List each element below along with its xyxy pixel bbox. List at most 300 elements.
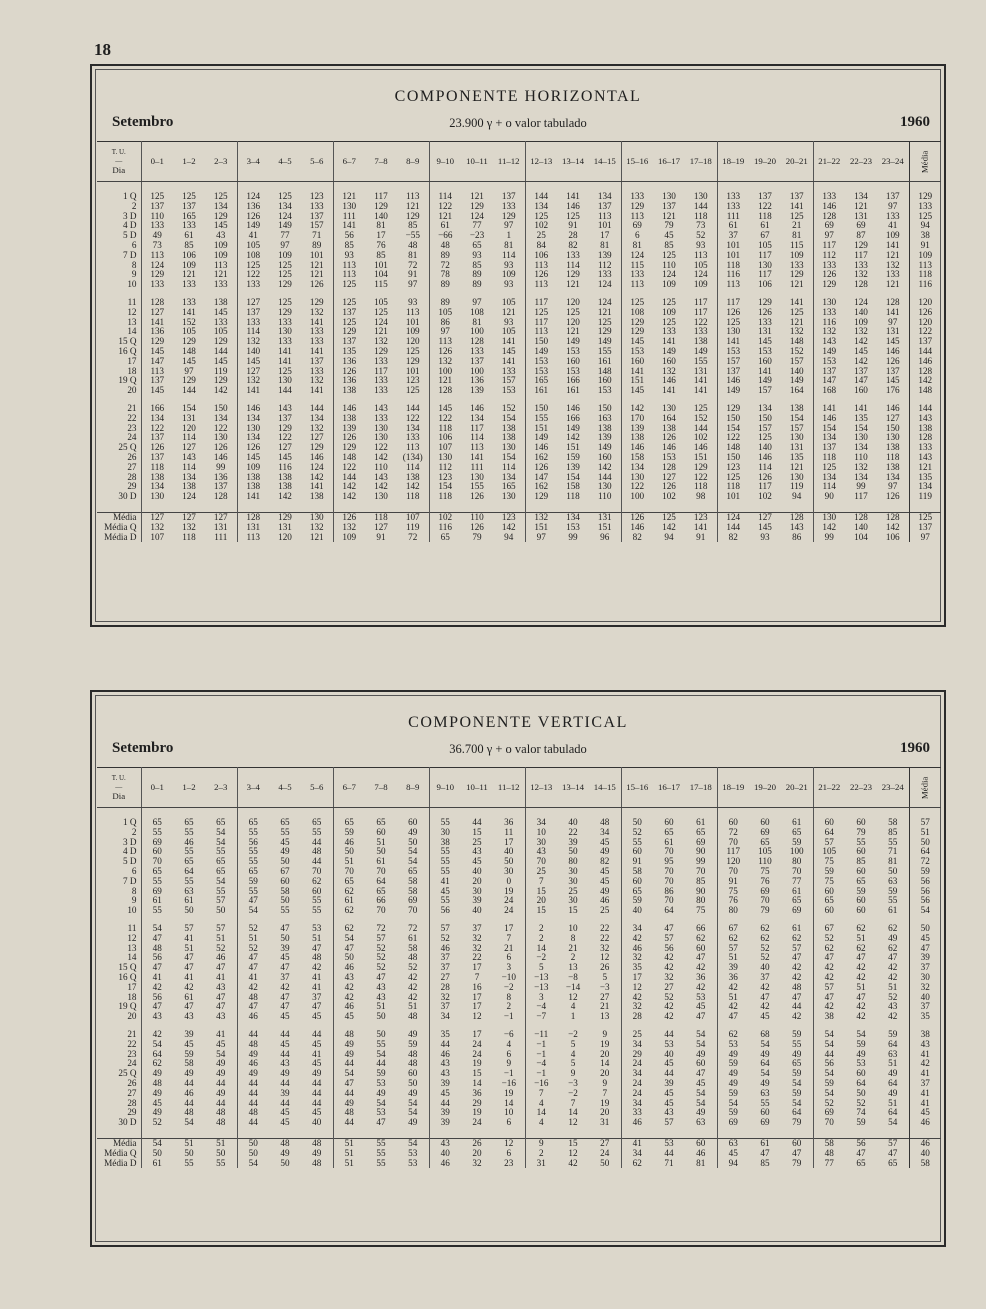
value-cell: 155: [525, 414, 557, 424]
value-cell: 144: [405, 403, 420, 413]
value-cell: 65: [333, 877, 365, 887]
row-label: 6: [131, 866, 137, 876]
header-tu: T. U.: [111, 147, 126, 156]
value-cell: 128: [877, 512, 909, 522]
value-cell: 132: [854, 462, 868, 472]
value-cell: 151: [525, 523, 557, 533]
value-cell: 142: [854, 337, 868, 347]
value-cell: 52: [813, 1099, 845, 1109]
value-cell: 114: [406, 462, 420, 472]
value-cell: 144: [213, 346, 228, 356]
value-cell: 141: [813, 404, 845, 414]
value-cell: −55: [405, 231, 420, 241]
value-cell: 137: [278, 413, 292, 423]
table-row: [97, 1050, 941, 1060]
hour-header: 18–19: [717, 142, 749, 182]
value-cell: 54: [237, 906, 269, 916]
panel-note: 36.700 γ + o valor tabulado: [449, 742, 587, 756]
value-cell: 141: [789, 297, 804, 307]
value-cell: 129: [309, 297, 324, 307]
value-cell: 38: [813, 1012, 845, 1022]
value-cell: 126: [885, 356, 900, 366]
value-cell: 55: [312, 827, 322, 837]
row-mean-cell: 41: [909, 1069, 941, 1079]
value-cell: 142: [333, 482, 365, 492]
value-cell: 19: [472, 1108, 482, 1118]
value-cell: 60: [696, 1059, 706, 1069]
value-cell: 134: [501, 472, 516, 482]
value-cell: 49: [696, 1049, 706, 1059]
value-cell: 60: [376, 827, 386, 837]
value-cell: 22: [600, 923, 610, 933]
value-cell: 60: [685, 1138, 717, 1148]
value-cell: 137: [662, 201, 676, 211]
value-cell: 65: [792, 896, 802, 906]
value-cell: 49: [600, 847, 610, 857]
value-cell: 54: [216, 837, 226, 847]
value-cell: 52: [696, 231, 706, 241]
value-cell: 125: [789, 211, 804, 221]
value-cell: 50: [333, 953, 365, 963]
value-cell: 134: [813, 473, 845, 483]
value-cell: 49: [280, 1069, 290, 1079]
value-cell: 80: [717, 906, 749, 916]
value-cell: 51: [312, 933, 322, 943]
value-cell: 61: [888, 906, 898, 916]
value-cell: 90: [696, 886, 706, 896]
value-cell: 62: [856, 923, 866, 933]
value-cell: 128: [813, 212, 845, 222]
value-cell: 144: [182, 386, 196, 396]
value-cell: 120: [566, 297, 580, 307]
table-row: [97, 983, 941, 993]
value-cell: 40: [760, 963, 770, 973]
value-cell: 56: [333, 231, 365, 241]
value-cell: 65: [312, 818, 322, 827]
row-mean-cell: 56: [909, 896, 941, 906]
value-cell: 32: [472, 1158, 482, 1168]
value-cell: 70: [408, 906, 418, 916]
value-cell: 150: [525, 404, 557, 414]
value-cell: 142: [597, 462, 612, 472]
value-cell: 121: [789, 280, 804, 290]
value-cell: 54: [696, 1088, 706, 1098]
value-cell: 114: [237, 327, 269, 337]
value-cell: 40: [312, 1118, 322, 1128]
value-cell: 51: [888, 1098, 898, 1108]
value-cell: 125: [333, 318, 365, 328]
value-cell: 125: [717, 318, 749, 328]
table-row: [97, 887, 941, 897]
value-cell: 42: [856, 963, 866, 973]
value-cell: 30: [568, 866, 578, 876]
value-cell: 124: [141, 261, 173, 271]
value-cell: 115: [621, 261, 653, 271]
value-cell: 101: [717, 251, 749, 261]
value-cell: 16: [472, 982, 482, 992]
value-cell: 150: [885, 423, 900, 433]
value-cell: 134: [278, 201, 292, 211]
value-cell: 13: [600, 1012, 610, 1022]
value-cell: 129: [278, 280, 292, 290]
value-cell: 141: [309, 317, 324, 327]
value-cell: 69: [813, 1108, 845, 1118]
value-cell: 49: [216, 1088, 226, 1098]
value-cell: 47: [333, 1079, 365, 1089]
value-cell: 150: [213, 403, 228, 413]
row-label: 8: [131, 260, 137, 270]
value-cell: 50: [621, 818, 653, 828]
value-cell: 49: [408, 827, 418, 837]
value-cell: 100: [429, 367, 461, 377]
value-cell: 138: [597, 423, 612, 433]
value-cell: 112: [429, 463, 461, 473]
value-cell: 32: [429, 993, 461, 1003]
value-cell: 125: [182, 192, 196, 201]
value-cell: 133: [309, 201, 324, 211]
value-cell: 47: [333, 944, 365, 954]
value-cell: 29: [621, 1050, 653, 1060]
value-cell: 141: [501, 337, 516, 347]
value-cell: 54: [696, 1098, 706, 1108]
value-cell: 65: [621, 887, 653, 897]
value-cell: 126: [525, 270, 557, 280]
value-cell: 134: [182, 472, 196, 482]
row-label: 2: [131, 827, 137, 837]
value-cell: −4: [525, 1059, 557, 1069]
value-cell: 141: [470, 452, 484, 462]
value-cell: 133: [213, 317, 228, 327]
value-cell: 118: [365, 512, 397, 522]
row-mean-cell: 41: [909, 1050, 941, 1060]
value-cell: 145: [237, 357, 269, 367]
value-cell: 41: [216, 972, 226, 982]
value-cell: 67: [760, 231, 770, 241]
value-cell: 151: [597, 522, 612, 532]
value-cell: 54: [333, 934, 365, 944]
value-cell: 50: [280, 857, 290, 867]
value-cell: 102: [662, 492, 676, 502]
value-cell: 117: [525, 318, 557, 328]
table-row: [97, 270, 941, 280]
value-cell: 145: [182, 356, 196, 366]
value-cell: 146: [885, 346, 900, 356]
value-cell: 74: [856, 1108, 866, 1118]
value-cell: 96: [600, 532, 610, 542]
row-label: 13: [127, 943, 137, 953]
value-cell: 132: [309, 376, 324, 386]
value-cell: 113: [406, 443, 420, 453]
value-cell: 14: [472, 1078, 482, 1088]
value-cell: 121: [854, 201, 868, 211]
value-cell: 129: [278, 423, 292, 433]
value-cell: 65: [472, 240, 482, 250]
value-cell: 61: [376, 857, 386, 867]
value-cell: 6: [621, 231, 653, 241]
hour-header: 8–9: [397, 142, 429, 182]
value-cell: 49: [237, 1069, 269, 1079]
value-cell: 134: [213, 413, 228, 423]
value-cell: 134: [621, 463, 653, 473]
hour-header: 13–14: [557, 768, 589, 808]
table-row: [97, 533, 941, 543]
value-cell: 45: [429, 887, 461, 897]
value-cell: 79: [792, 1158, 802, 1168]
value-cell: 14: [525, 944, 557, 954]
value-cell: 133: [374, 356, 388, 366]
value-cell: 157: [758, 423, 772, 433]
value-cell: 46: [216, 953, 226, 963]
value-cell: 106: [885, 532, 900, 542]
value-cell: 105: [429, 308, 461, 318]
value-cell: 78: [429, 270, 461, 280]
value-cell: 24: [621, 1059, 653, 1069]
value-cell: 117: [694, 307, 708, 317]
value-cell: 122: [758, 201, 772, 211]
value-cell: 44: [237, 1079, 269, 1089]
value-cell: 42: [813, 973, 845, 983]
value-cell: 141: [333, 221, 365, 231]
value-cell: 46: [429, 1050, 461, 1060]
value-cell: 27: [429, 973, 461, 983]
value-cell: 65: [696, 827, 706, 837]
value-cell: 55: [216, 886, 226, 896]
value-cell: 47: [280, 963, 290, 973]
value-cell: 162: [525, 482, 557, 492]
value-cell: 24: [472, 1049, 482, 1059]
value-cell: 81: [696, 1158, 706, 1168]
value-cell: 60: [717, 818, 749, 828]
value-cell: 129: [213, 376, 228, 386]
value-cell: 152: [182, 317, 196, 327]
value-cell: 0: [506, 876, 512, 886]
value-cell: 48: [237, 1040, 269, 1050]
value-cell: 3: [506, 963, 512, 973]
table-row: [97, 337, 941, 347]
value-cell: 101: [309, 250, 324, 260]
value-cell: 65: [237, 818, 269, 828]
value-cell: 145: [278, 452, 292, 462]
value-cell: 66: [696, 923, 706, 933]
value-cell: 19: [504, 886, 514, 896]
value-cell: 149: [597, 337, 612, 347]
row-mean-cell: 46: [909, 1138, 941, 1148]
value-cell: 38: [429, 838, 461, 848]
value-cell: 145: [237, 453, 269, 463]
value-cell: 24: [472, 1118, 482, 1128]
value-cell: 130: [213, 433, 228, 443]
value-cell: −13: [525, 973, 557, 983]
value-cell: 48: [600, 818, 610, 827]
value-cell: 113: [333, 270, 365, 280]
value-cell: 63: [888, 876, 898, 886]
value-cell: 152: [789, 346, 804, 356]
value-cell: 51: [333, 1149, 365, 1159]
value-cell: 91: [621, 857, 653, 867]
value-cell: 47: [696, 1069, 706, 1079]
vertical-table: [97, 767, 941, 1168]
hour-header: 2–3: [205, 142, 237, 182]
value-cell: 53: [717, 1040, 749, 1050]
value-cell: 137: [813, 443, 845, 453]
value-cell: 133: [309, 366, 324, 376]
value-cell: 160: [566, 356, 580, 366]
value-cell: 118: [694, 482, 708, 492]
value-cell: 141: [662, 337, 676, 347]
value-cell: 10: [525, 828, 557, 838]
value-cell: 153: [597, 386, 612, 396]
value-cell: 125: [374, 307, 388, 317]
value-cell: 40: [472, 906, 482, 916]
value-cell: 116: [429, 523, 461, 533]
panel-month: Setembro: [112, 114, 174, 130]
table-row: [97, 512, 941, 522]
value-cell: 100: [470, 366, 484, 376]
value-cell: 47: [216, 992, 226, 1002]
value-cell: 32: [600, 943, 610, 953]
value-cell: 160: [621, 357, 653, 367]
value-cell: 39: [472, 896, 482, 906]
value-cell: 97: [888, 201, 898, 211]
value-cell: 69: [696, 837, 706, 847]
value-cell: 133: [662, 327, 676, 337]
row-label: 17: [127, 356, 137, 366]
value-cell: 125: [213, 192, 228, 201]
value-cell: 97: [504, 221, 514, 231]
value-cell: 126: [470, 522, 484, 532]
value-cell: 125: [621, 298, 653, 308]
value-cell: 114: [182, 462, 196, 472]
value-cell: 105: [813, 847, 845, 857]
table-row: [97, 261, 941, 271]
value-cell: 4: [525, 1099, 557, 1109]
value-cell: 63: [717, 1138, 749, 1148]
value-cell: 145: [758, 522, 772, 532]
value-cell: 133: [309, 327, 324, 337]
value-cell: 42: [792, 963, 802, 973]
value-cell: 45: [472, 857, 482, 867]
value-cell: 141: [885, 307, 900, 317]
hour-header: 17–18: [685, 142, 717, 182]
panel-year: 1960: [900, 740, 930, 756]
value-cell: 109: [213, 240, 228, 250]
value-cell: 133: [182, 280, 196, 290]
value-cell: 129: [789, 270, 804, 280]
row-mean-cell: 144: [909, 404, 941, 414]
hour-header: 10–11: [461, 142, 493, 182]
value-cell: 91: [568, 221, 578, 231]
value-cell: 124: [662, 270, 676, 280]
value-cell: 36: [717, 973, 749, 983]
value-cell: 60: [856, 906, 866, 916]
value-cell: 55: [429, 896, 461, 906]
value-cell: 137: [141, 433, 173, 443]
value-cell: 125: [758, 433, 772, 443]
value-cell: 54: [813, 1069, 845, 1079]
value-cell: 130: [141, 492, 173, 502]
value-cell: 6: [506, 1148, 512, 1158]
value-cell: 152: [501, 403, 516, 413]
value-cell: 79: [792, 1118, 802, 1128]
value-cell: 55: [184, 827, 194, 837]
value-cell: 30: [472, 886, 482, 896]
value-cell: 114: [502, 462, 516, 472]
value-cell: 117: [813, 241, 845, 251]
value-cell: 160: [597, 376, 612, 386]
value-cell: 2: [525, 1149, 557, 1159]
value-cell: 62: [792, 933, 802, 943]
value-cell: 126: [333, 512, 365, 522]
value-cell: 55: [888, 896, 898, 906]
value-cell: 129: [333, 443, 365, 453]
value-cell: 32: [664, 972, 674, 982]
value-cell: 48: [792, 982, 802, 992]
value-cell: 136: [237, 202, 269, 212]
value-cell: 109: [662, 280, 676, 290]
value-cell: 19: [472, 1059, 482, 1069]
value-cell: 57: [216, 896, 226, 906]
table-row: [97, 828, 941, 838]
value-cell: 24: [504, 906, 514, 916]
value-cell: 138: [333, 414, 365, 424]
value-cell: 133: [885, 270, 900, 280]
value-cell: 52: [664, 992, 674, 1002]
value-cell: 42: [696, 982, 706, 992]
value-cell: 54: [141, 924, 173, 934]
value-cell: 19: [600, 1039, 610, 1049]
value-cell: 42: [696, 963, 706, 973]
table-row: [97, 877, 941, 887]
value-cell: 60: [408, 1069, 418, 1079]
value-cell: 55: [237, 857, 269, 867]
value-cell: −3: [599, 982, 610, 992]
value-cell: 42: [856, 1002, 866, 1012]
value-cell: 133: [182, 221, 196, 231]
value-cell: 141: [758, 366, 772, 376]
value-cell: 66: [376, 896, 386, 906]
value-cell: 105: [237, 241, 269, 251]
value-cell: 42: [408, 972, 418, 982]
row-mean-cell: 43: [909, 1040, 941, 1050]
value-cell: 114: [813, 482, 845, 492]
value-cell: 124: [374, 317, 388, 327]
value-cell: 54: [408, 847, 418, 857]
value-cell: 48: [312, 847, 322, 857]
value-cell: 87: [856, 231, 866, 241]
value-cell: 15: [472, 827, 482, 837]
value-cell: 113: [598, 211, 612, 221]
value-cell: 102: [429, 512, 461, 522]
value-cell: 133: [405, 433, 420, 443]
value-cell: 45: [600, 837, 610, 847]
value-cell: 142: [566, 433, 580, 443]
value-cell: 76: [717, 896, 749, 906]
row-label: 4 D: [122, 221, 137, 231]
table-row: [97, 463, 941, 473]
value-cell: 50: [504, 857, 514, 867]
value-cell: 132: [885, 260, 900, 270]
value-cell: 125: [278, 297, 292, 307]
value-cell: −10: [501, 972, 516, 982]
row-mean-cell: 38: [909, 231, 941, 241]
value-cell: 142: [333, 492, 365, 502]
value-cell: 109: [182, 260, 196, 270]
value-cell: 130: [789, 433, 804, 443]
value-cell: 133: [470, 346, 484, 356]
value-cell: 121: [789, 317, 804, 327]
value-cell: 134: [758, 403, 772, 413]
value-cell: 90: [813, 492, 845, 502]
